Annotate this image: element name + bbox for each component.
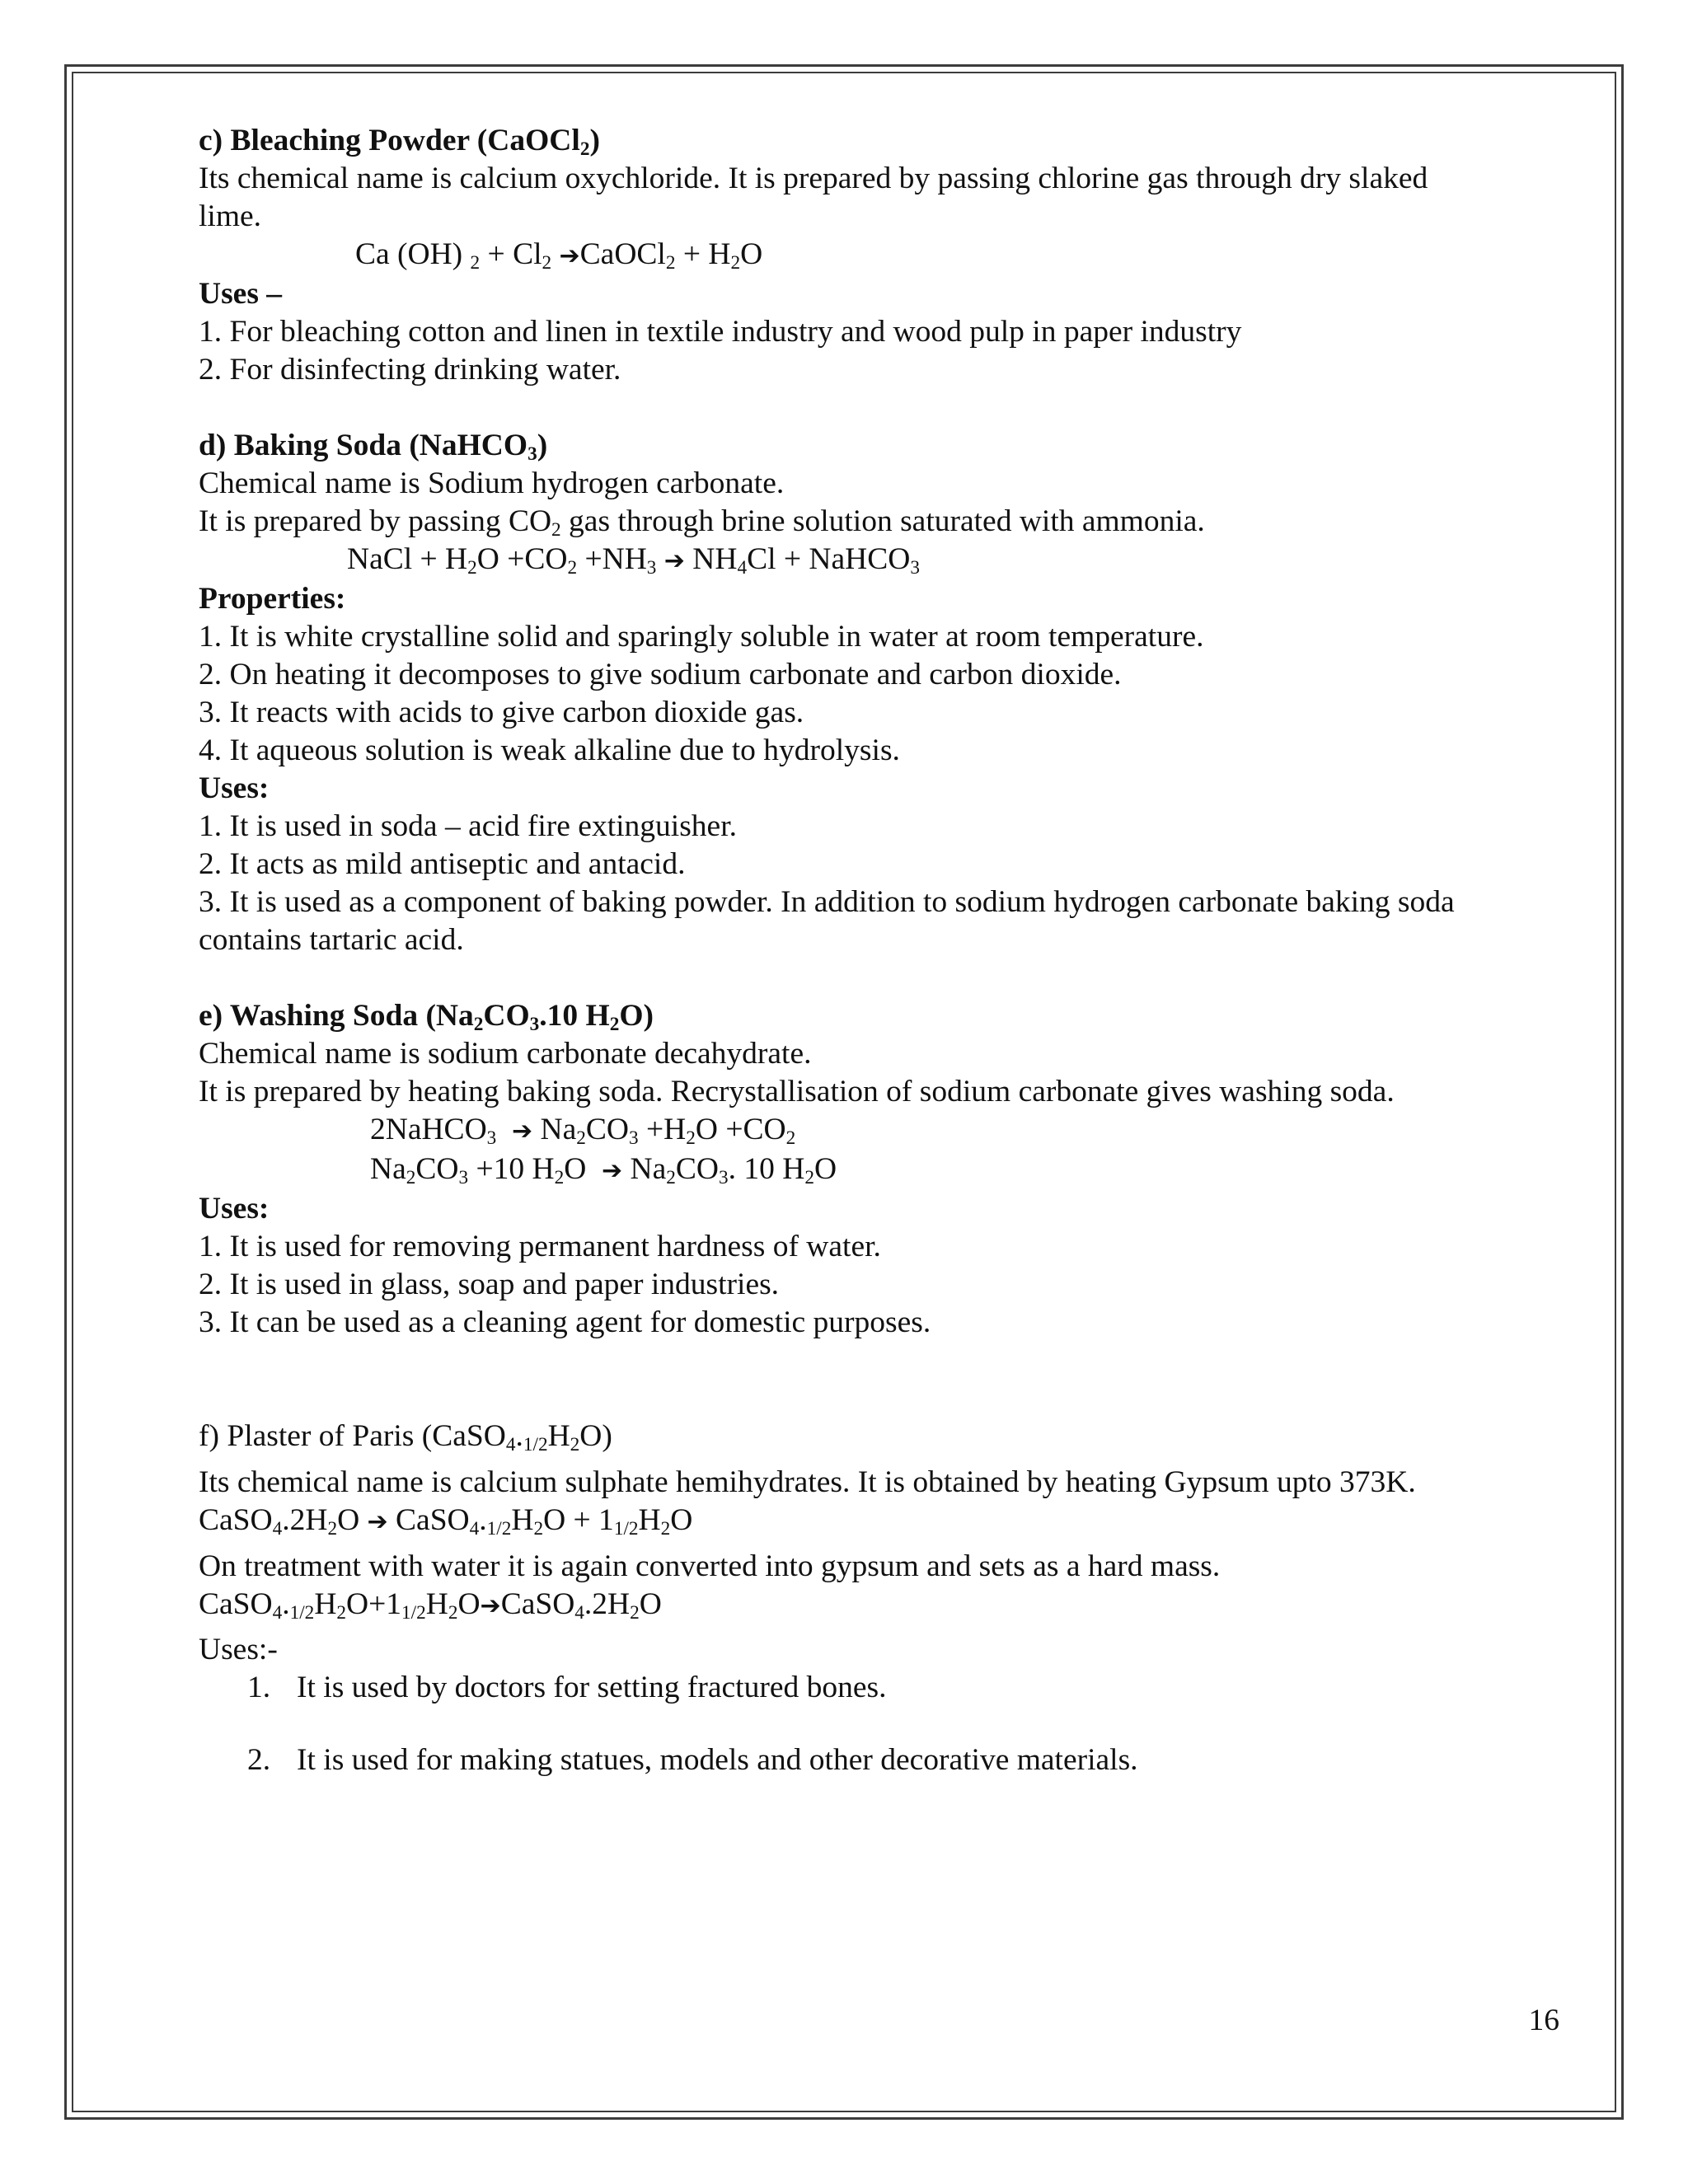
arrow-right-icon: ➔ <box>663 546 685 575</box>
section-heading-baking-soda: d) Baking Soda (NaHCO$_3$) <box>199 429 548 465</box>
washing-equation-2: $Na_2CO_3 +10$ $H_2O$ ➔ $Na_2CO_3$. 10 $H_2O$ <box>370 1152 837 1188</box>
baking-use-item: 2. It acts as mild antiseptic and antacid. <box>199 847 686 881</box>
arrow-right-icon: ➔ <box>512 1117 533 1146</box>
washing-use-item: 2. It is used in glass, soap and paper industries. <box>199 1268 780 1301</box>
bleaching-description-line-2: lime. <box>199 199 262 233</box>
baking-use-item: 1. It is used in soda – acid fire extinguisher. <box>199 809 737 843</box>
washing-description-line-1: Chemical name is sodium carbonate decahydrate. <box>199 1037 812 1071</box>
section-heading-washing-soda: e) Washing Soda ($Na_2CO_3.10$ $H_2O$) <box>199 999 654 1035</box>
plaster-description-line-2: On treatment with water it is again converted into gypsum and sets as a hard mass. <box>199 1549 1221 1583</box>
page-number: 16 <box>1528 2004 1559 2037</box>
section-heading-plaster-of-paris: f) Plaster of Paris $(CaSO_4.1/2H_2O)$ <box>199 1419 612 1455</box>
arrow-right-icon: ➔ <box>480 1591 501 1620</box>
baking-description-line-1: Chemical name is Sodium hydrogen carbonate. <box>199 466 785 500</box>
plaster-uses-label: Uses:- <box>199 1633 278 1667</box>
bleaching-description-line-1: Its chemical name is calcium oxychloride. It is prepared by passing chlorine gas through dry slaked <box>199 162 1428 195</box>
baking-property-item: 2. On heating it decomposes to give sodium carbonate and carbon dioxide. <box>199 658 1122 691</box>
arrow-right-icon: ➔ <box>602 1156 623 1185</box>
page-content <box>199 122 1550 1779</box>
baking-equation: NaCl + $H_2O +CO_2 +NH_3$ ➔ $NH_4Cl$ + NaHCO$_3$ <box>347 542 920 579</box>
section-heading-bleaching-powder: c) Bleaching Powder (CaOCl$_2$) <box>199 124 600 160</box>
bleaching-use-item: 2. For disinfecting drinking water. <box>199 353 621 387</box>
arrow-right-icon: ➔ <box>559 241 580 270</box>
baking-property-item: 1. It is white crystalline solid and sparingly soluble in water at room temperature. <box>199 620 1204 654</box>
plaster-description-line-1: Its chemical name is calcium sulphate hemihydrates. It is obtained by heating Gypsum upto 373K. <box>199 1465 1416 1499</box>
bleaching-equation: Ca (OH) $_2 + Cl_2$ ➔CaOCl$_2$ + $H_2O$ <box>355 237 763 274</box>
washing-equation-1: 2NaHCO$_3$ ➔ $Na_2CO_3 +H_2O +CO_2$ <box>370 1113 796 1149</box>
plaster-use-item: 1. It is used by doctors for setting fractured bones. <box>247 1671 887 1705</box>
arrow-right-icon: ➔ <box>367 1507 388 1536</box>
bleaching-use-item: 1. For bleaching cotton and linen in textile industry and wood pulp in paper industry <box>199 315 1242 349</box>
washing-uses-label: Uses: <box>199 1192 270 1226</box>
plaster-equation-2: $CaSO_4.1/2H_2O+11/2H_2O➔CaSO_4.2H_2O$ <box>199 1586 662 1624</box>
bleaching-uses-label: Uses – <box>199 277 283 311</box>
baking-property-item: 3. It reacts with acids to give carbon dioxide gas. <box>199 696 804 729</box>
washing-use-item: 3. It can be used as a cleaning agent for domestic purposes. <box>199 1305 931 1339</box>
washing-description-line-2: It is prepared by heating baking soda. Recrystallisation of sodium carbonate gives washing soda. <box>199 1075 1395 1108</box>
baking-use-item: 3. It is used as a component of baking powder. In addition to sodium hydrogen carbonate baking soda contains tartaric acid. <box>199 885 1455 957</box>
baking-uses-label: Uses: <box>199 771 270 805</box>
baking-description-line-2: It is prepared by passing $CO_2$ gas through brine solution saturated with ammonia. <box>199 504 1205 541</box>
baking-property-item: 4. It aqueous solution is weak alkaline due to hydrolysis. <box>199 733 900 767</box>
baking-properties-label: Properties: <box>199 582 346 616</box>
plaster-equation-1: $CaSO_4.2H_2O$ ➔ $CaSO_4.1/2H_2O + 11/2H_2O$ <box>199 1502 693 1540</box>
washing-use-item: 1. It is used for removing permanent hardness of water. <box>199 1230 881 1263</box>
plaster-use-item: 2. It is used for making statues, models and other decorative materials. <box>247 1743 1138 1778</box>
